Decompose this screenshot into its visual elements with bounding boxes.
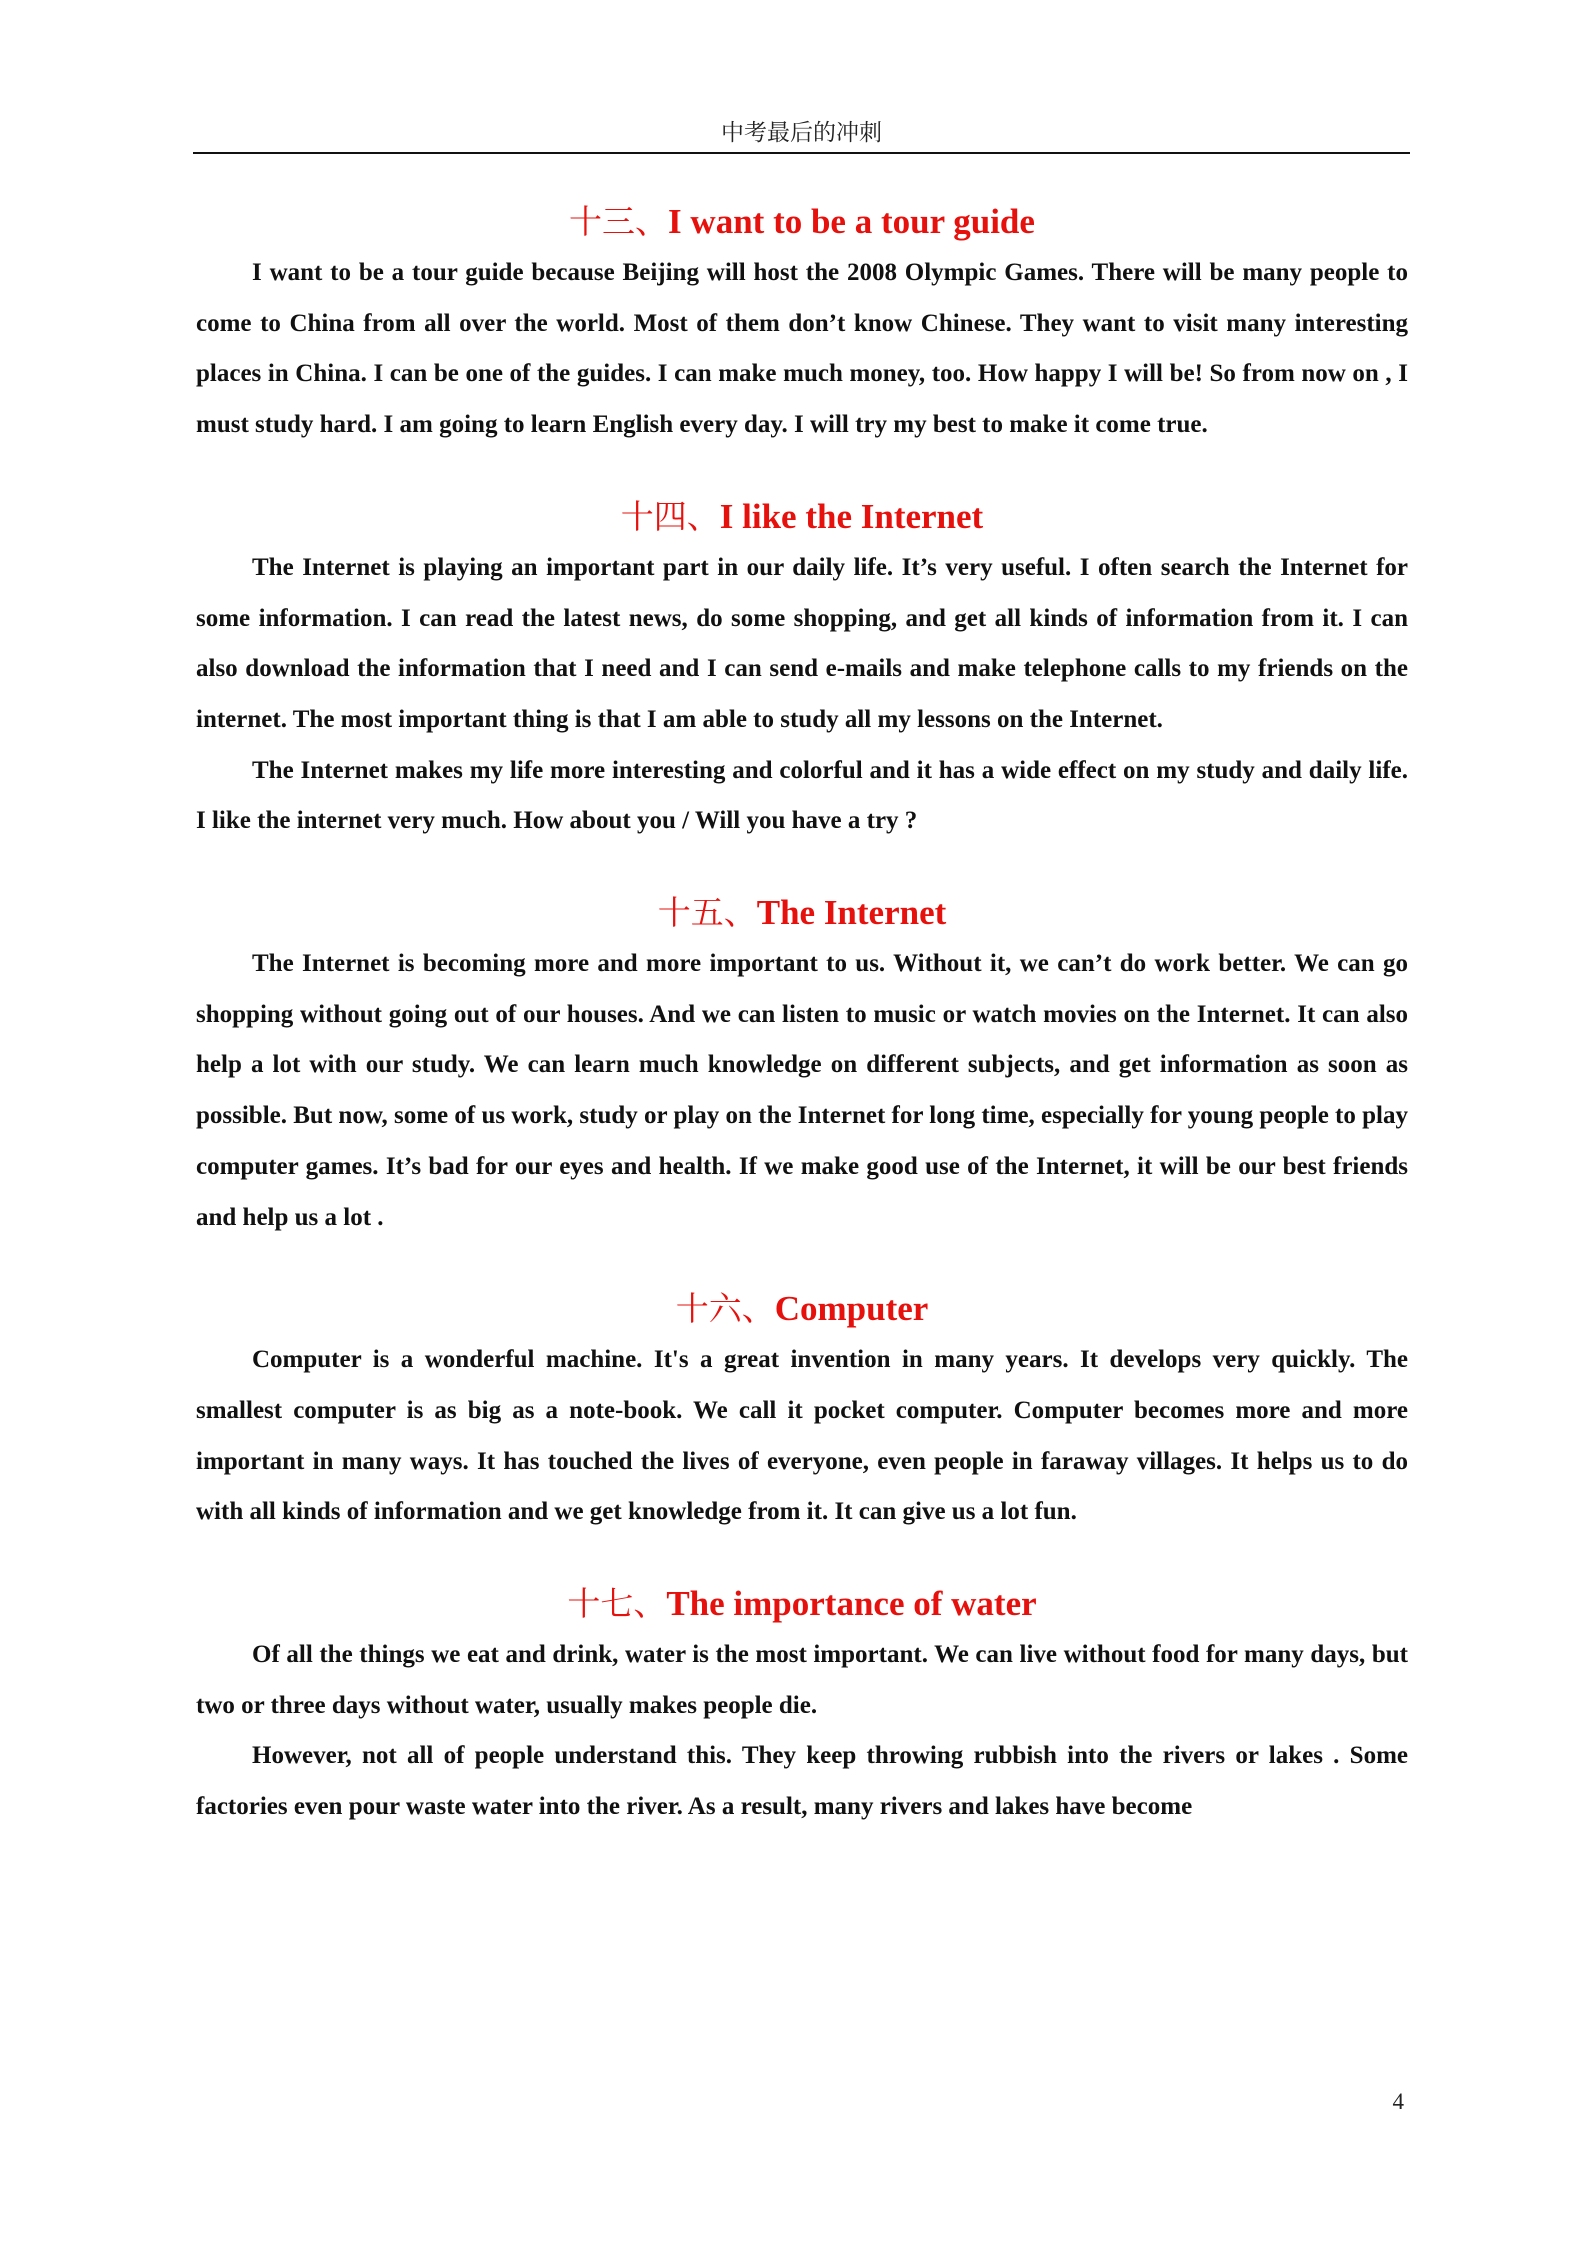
paragraph: The Internet makes my life more interesting and colorful and it has a wide effect on my study and daily life. I like the internet very much. How about you / Will you have a try ? bbox=[196, 756, 1408, 835]
section-heading bbox=[196, 1283, 1408, 1335]
paragraph: Of all the things we eat and drink, water is the most important. We can live without food for many days, but two or three days without water, usually makes people die. bbox=[196, 1641, 1408, 1719]
section-title: Computer bbox=[774, 1289, 929, 1329]
section-heading bbox=[196, 196, 1408, 248]
section-number: 十三、 bbox=[569, 202, 669, 241]
section-the-internet bbox=[196, 887, 1408, 1243]
paragraph: I want to be a tour guide because Beijing will host the 2008 Olympic Games. There will be many people to come to China from all over the world. Most of them don’t know Chinese. They want to visit many interesting places in China. I can be one of the guides. I can make much money, too. How happy I will be! So from now on , I must study hard. I am going to learn English every day. I will try my best to make it come true. bbox=[196, 259, 1408, 439]
section-number: 十七、 bbox=[567, 1584, 667, 1624]
section-title: I want to be a tour guide bbox=[668, 202, 1035, 241]
section-heading bbox=[196, 1578, 1408, 1630]
paragraph: The Internet is becoming more and more important to us. Without it, we can’t do work better. We can go shopping without going out of our houses. And we can listen to music or watch movies on the Internet. It can also help a lot with our study. We can learn much knowledge on different subjects, and get information as soon as possible. But now, some of us work, study or play on the Internet for long time, especially for young people to play computer games. It’s bad for our eyes and health. If we make good use of the Internet, it will be our best friends and help us a lot . bbox=[196, 950, 1408, 1231]
paragraph: Computer is a wonderful machine. It's a great invention in many years. It develops very quickly. The smallest computer is as big as a note-book. We call it pocket computer. Computer becomes more and more important in many ways. It has touched the lives of everyone, even people in faraway villages. It helps us to do with all kinds of information and we get knowledge from it. It can give us a lot fun. bbox=[196, 1346, 1408, 1526]
section-number: 十六、 bbox=[675, 1289, 775, 1329]
section-title: The importance of water bbox=[666, 1584, 1037, 1624]
section-computer bbox=[196, 1283, 1408, 1538]
section-importance-of-water bbox=[196, 1578, 1408, 1833]
section-tour-guide bbox=[196, 196, 1408, 451]
page-number: 4 bbox=[1392, 2089, 1404, 2114]
header-rule bbox=[193, 152, 1410, 154]
paragraph: The Internet is playing an important part in our daily life. It’s very useful. I often search the Internet for some information. I can read the latest news, do some shopping, and get all kinds of information from it. I can also download the information that I need and I can send e-mails and make telephone calls to my friends on the internet. The most important thing is that I am able to study all my lessons on the Internet. bbox=[196, 553, 1408, 733]
section-number: 十五、 bbox=[657, 893, 757, 933]
page-content bbox=[196, 196, 1408, 1833]
paragraph: However, not all of people understand this. They keep throwing rubbish into the rivers or lakes . Some factories even pour waste water into the river. As a result, many rivers and lakes have become bbox=[196, 1742, 1408, 1821]
section-heading bbox=[196, 887, 1408, 939]
running-header: 中考最后的冲刺 bbox=[721, 120, 882, 146]
section-number: 十四、 bbox=[620, 496, 720, 536]
section-heading bbox=[196, 491, 1408, 543]
section-i-like-the-internet bbox=[196, 491, 1408, 847]
section-title: I like the Internet bbox=[719, 496, 984, 536]
section-title: The Internet bbox=[756, 893, 947, 933]
